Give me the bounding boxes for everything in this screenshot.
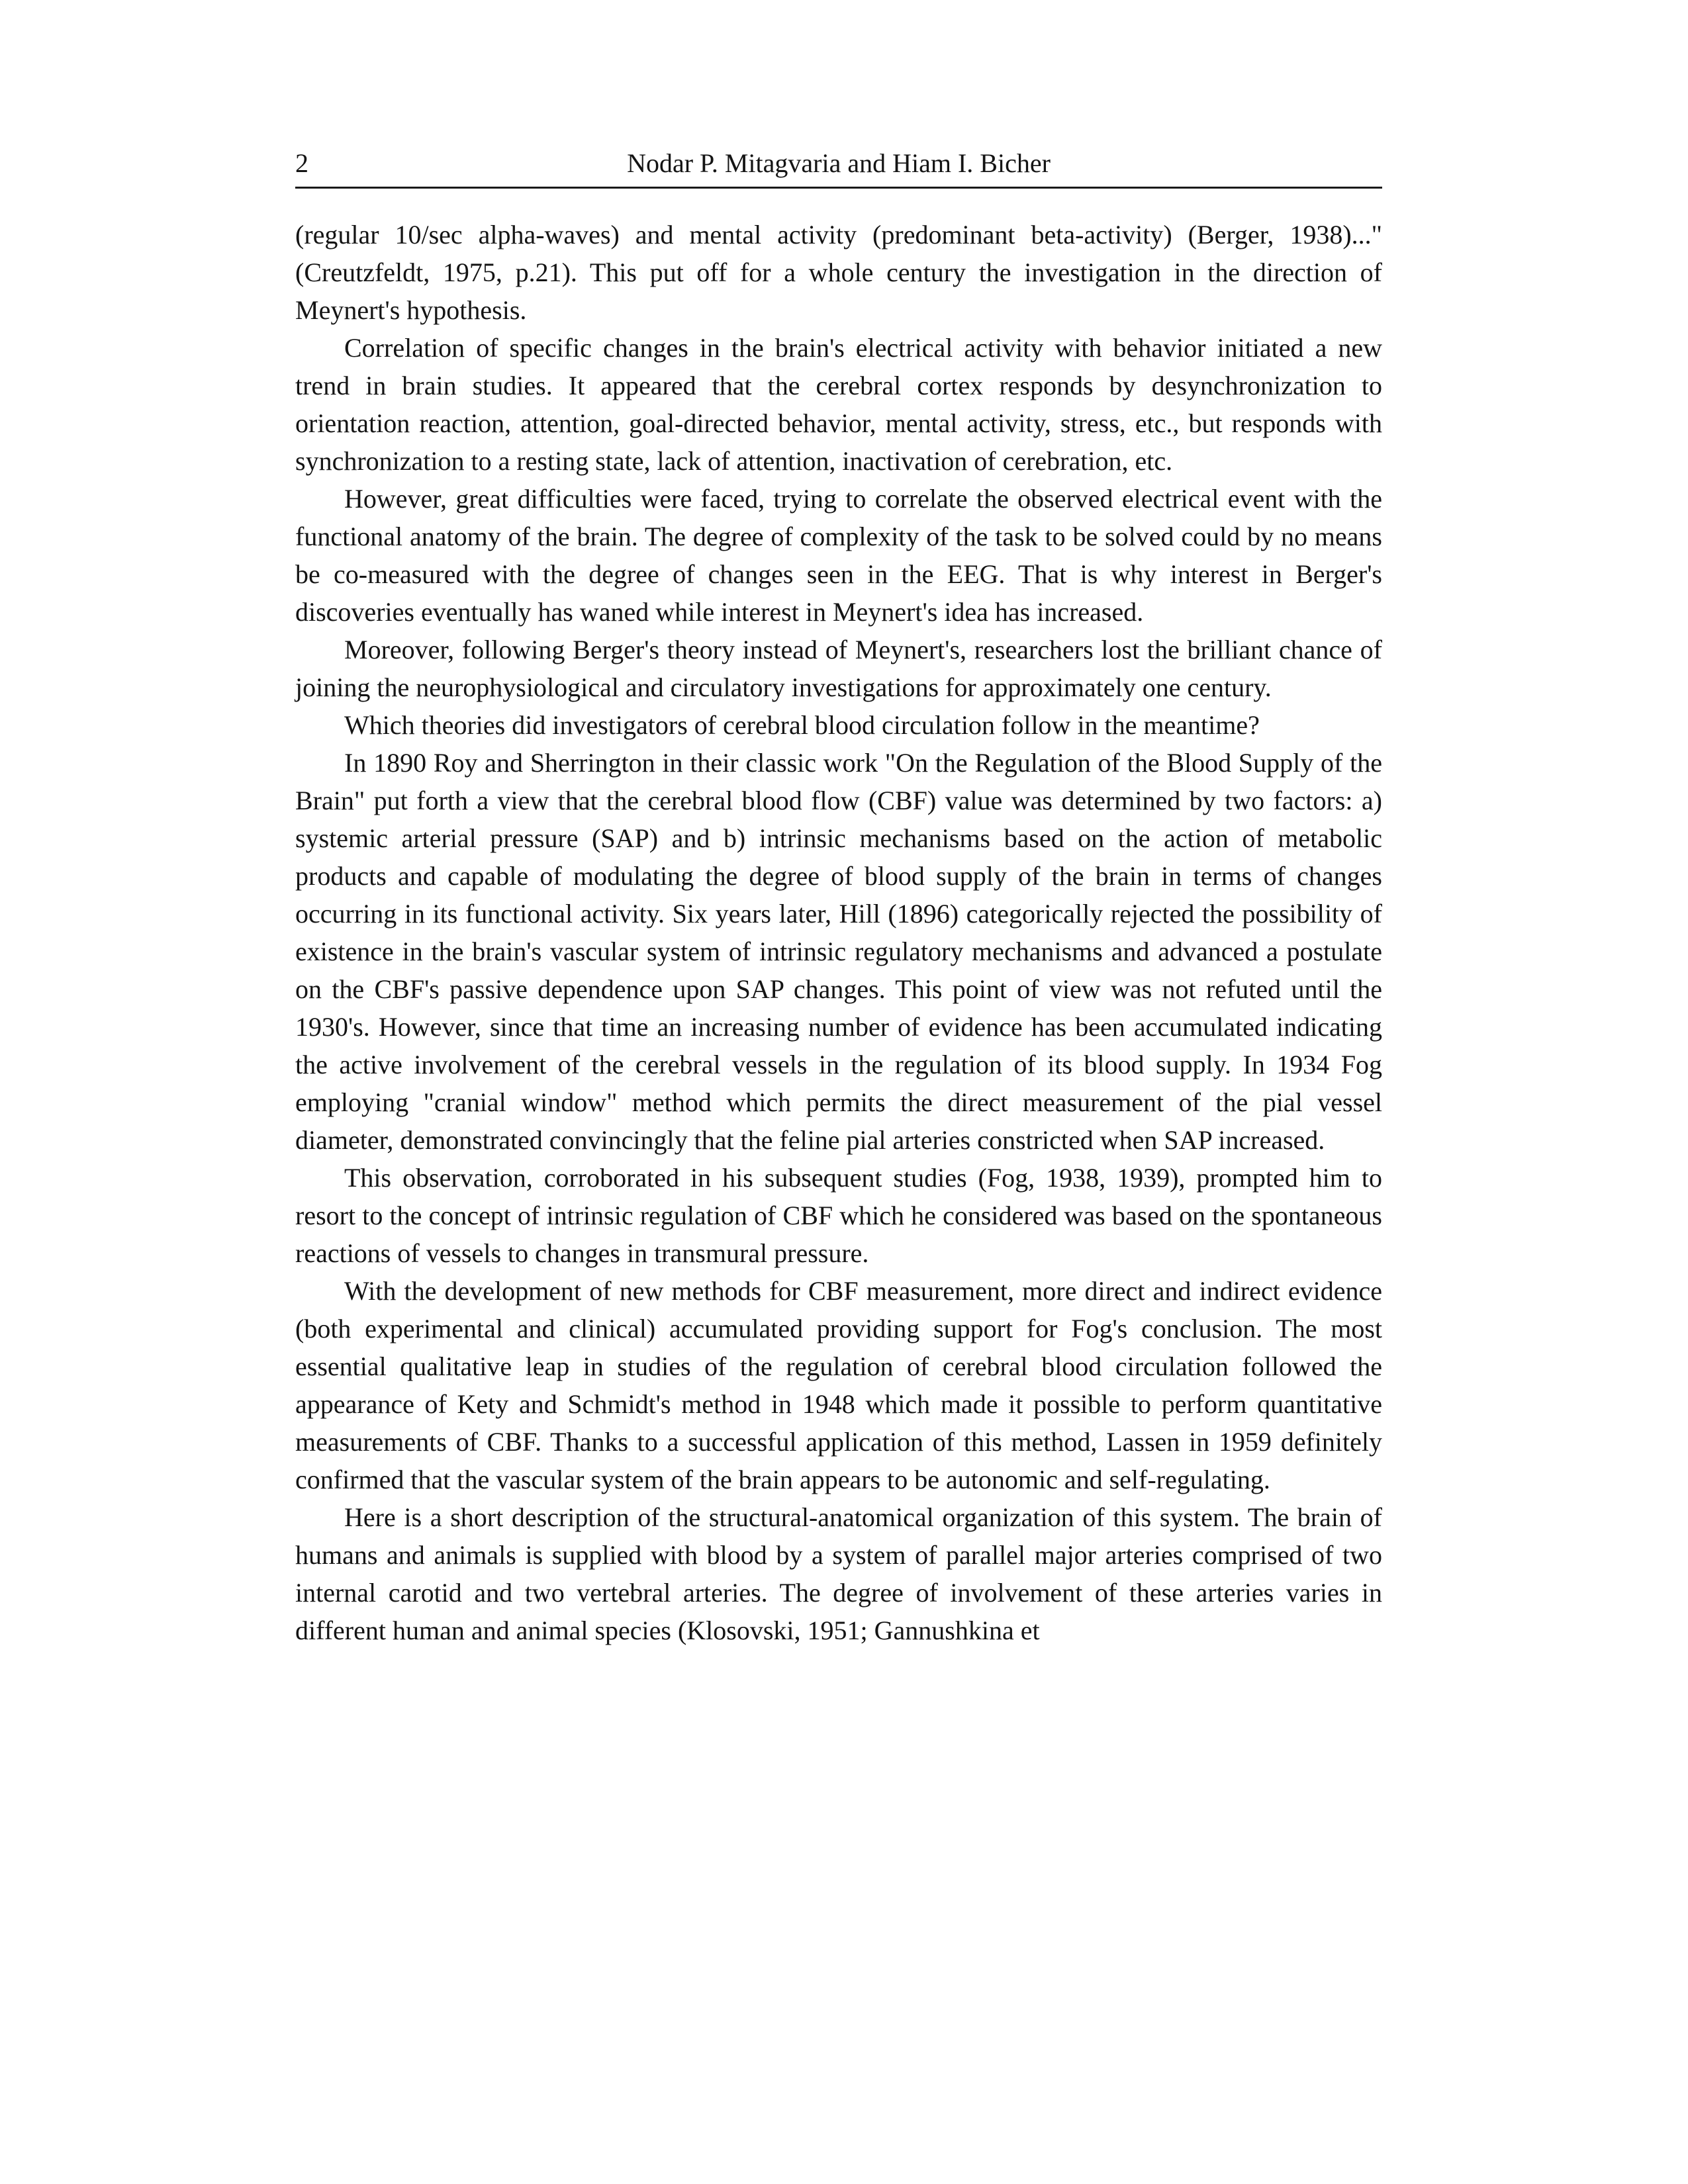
paragraph: Here is a short description of the structural-anatomical organization of this system. The brain of humans and animals is supplied with blood by a system of parallel major arteries comprised of two internal carotid and two vertebral arteries. The degree of involvement of these arteries varies in different human and animal species (Klosovski, 1951; Gannushkina et bbox=[295, 1502, 1382, 1645]
running-header bbox=[295, 140, 1382, 189]
page-number: 2 bbox=[295, 148, 308, 178]
paragraph: This observation, corroborated in his subsequent studies (Fog, 1938, 1939), prompted him to resort to the concept of intrinsic regulation of CBF which he considered was based on the spontaneous reactions of vessels to changes in transmural pressure. bbox=[295, 1163, 1382, 1268]
paragraph: Which theories did investigators of cerebral blood circulation follow in the meantime? bbox=[344, 710, 1260, 740]
header-authors: Nodar P. Mitagvaria and Hiam I. Bicher bbox=[627, 148, 1051, 178]
body-text bbox=[295, 216, 1382, 1649]
paragraph: However, great difficulties were faced, trying to correlate the observed electrical event with the functional anatomy of the brain. The degree of complexity of the task to be solved could by no means be co-measured with the degree of changes seen in the EEG. That is why interest in Berger's discoveries eventually has waned while interest in Meynert's idea has increased. bbox=[295, 484, 1382, 627]
paragraph: (regular 10/sec alpha-waves) and mental activity (predominant beta-activity) (Berger, 1938)..." (Creutzfeldt, 1975, p.21). This put off for a whole century the investigation in the direction of Meynert's hypothesis. bbox=[295, 220, 1382, 325]
paragraph: With the development of new methods for CBF measurement, more direct and indirect evidence (both experimental and clinical) accumulated providing support for Fog's conclusion. The most essential qualitative leap in studies of the regulation of cerebral blood circulation followed the appearance of Kety and Schmidt's method in 1948 which made it possible to perform quantitative measurements of CBF. Thanks to a successful application of this method, Lassen in 1959 definitely confirmed that the vascular system of the brain appears to be autonomic and self-regulating. bbox=[295, 1276, 1382, 1494]
paragraph: Moreover, following Berger's theory instead of Meynert's, researchers lost the brilliant chance of joining the neurophysiological and circulatory investigations for approximately one century. bbox=[295, 635, 1382, 702]
paragraph: In 1890 Roy and Sherrington in their classic work "On the Regulation of the Blood Supply of the Brain" put forth a view that the cerebral blood flow (CBF) value was determined by two factors: a) systemic arterial pressure (SAP) and b) intrinsic mechanisms based on the action of metabolic products and capable of modulating the degree of blood supply of the brain in terms of changes occurring in its functional activity. Six years later, Hill (1896) categorically rejected the possibility of existence in the brain's vascular system of intrinsic regulatory mechanisms and advanced a postulate on the CBF's passive dependence upon SAP changes. This point of view was not refuted until the 1930's. However, since that time an increasing number of evidence has been accumulated indicating the active involvement of the cerebral vessels in the regulation of its blood supply. In 1934 Fog employing "cranial window" method which permits the direct measurement of the pial vessel diameter, demonstrated convincingly that the feline pial arteries constricted when SAP increased. bbox=[295, 748, 1382, 1155]
paragraph: Correlation of specific changes in the brain's electrical activity with behavior initiated a new trend in brain studies. It appeared that the cerebral cortex responds by desynchronization to orientation reaction, attention, goal-directed behavior, mental activity, stress, etc., but responds with synchronization to a resting state, lack of attention, inactivation of cerebration, etc. bbox=[295, 333, 1382, 476]
